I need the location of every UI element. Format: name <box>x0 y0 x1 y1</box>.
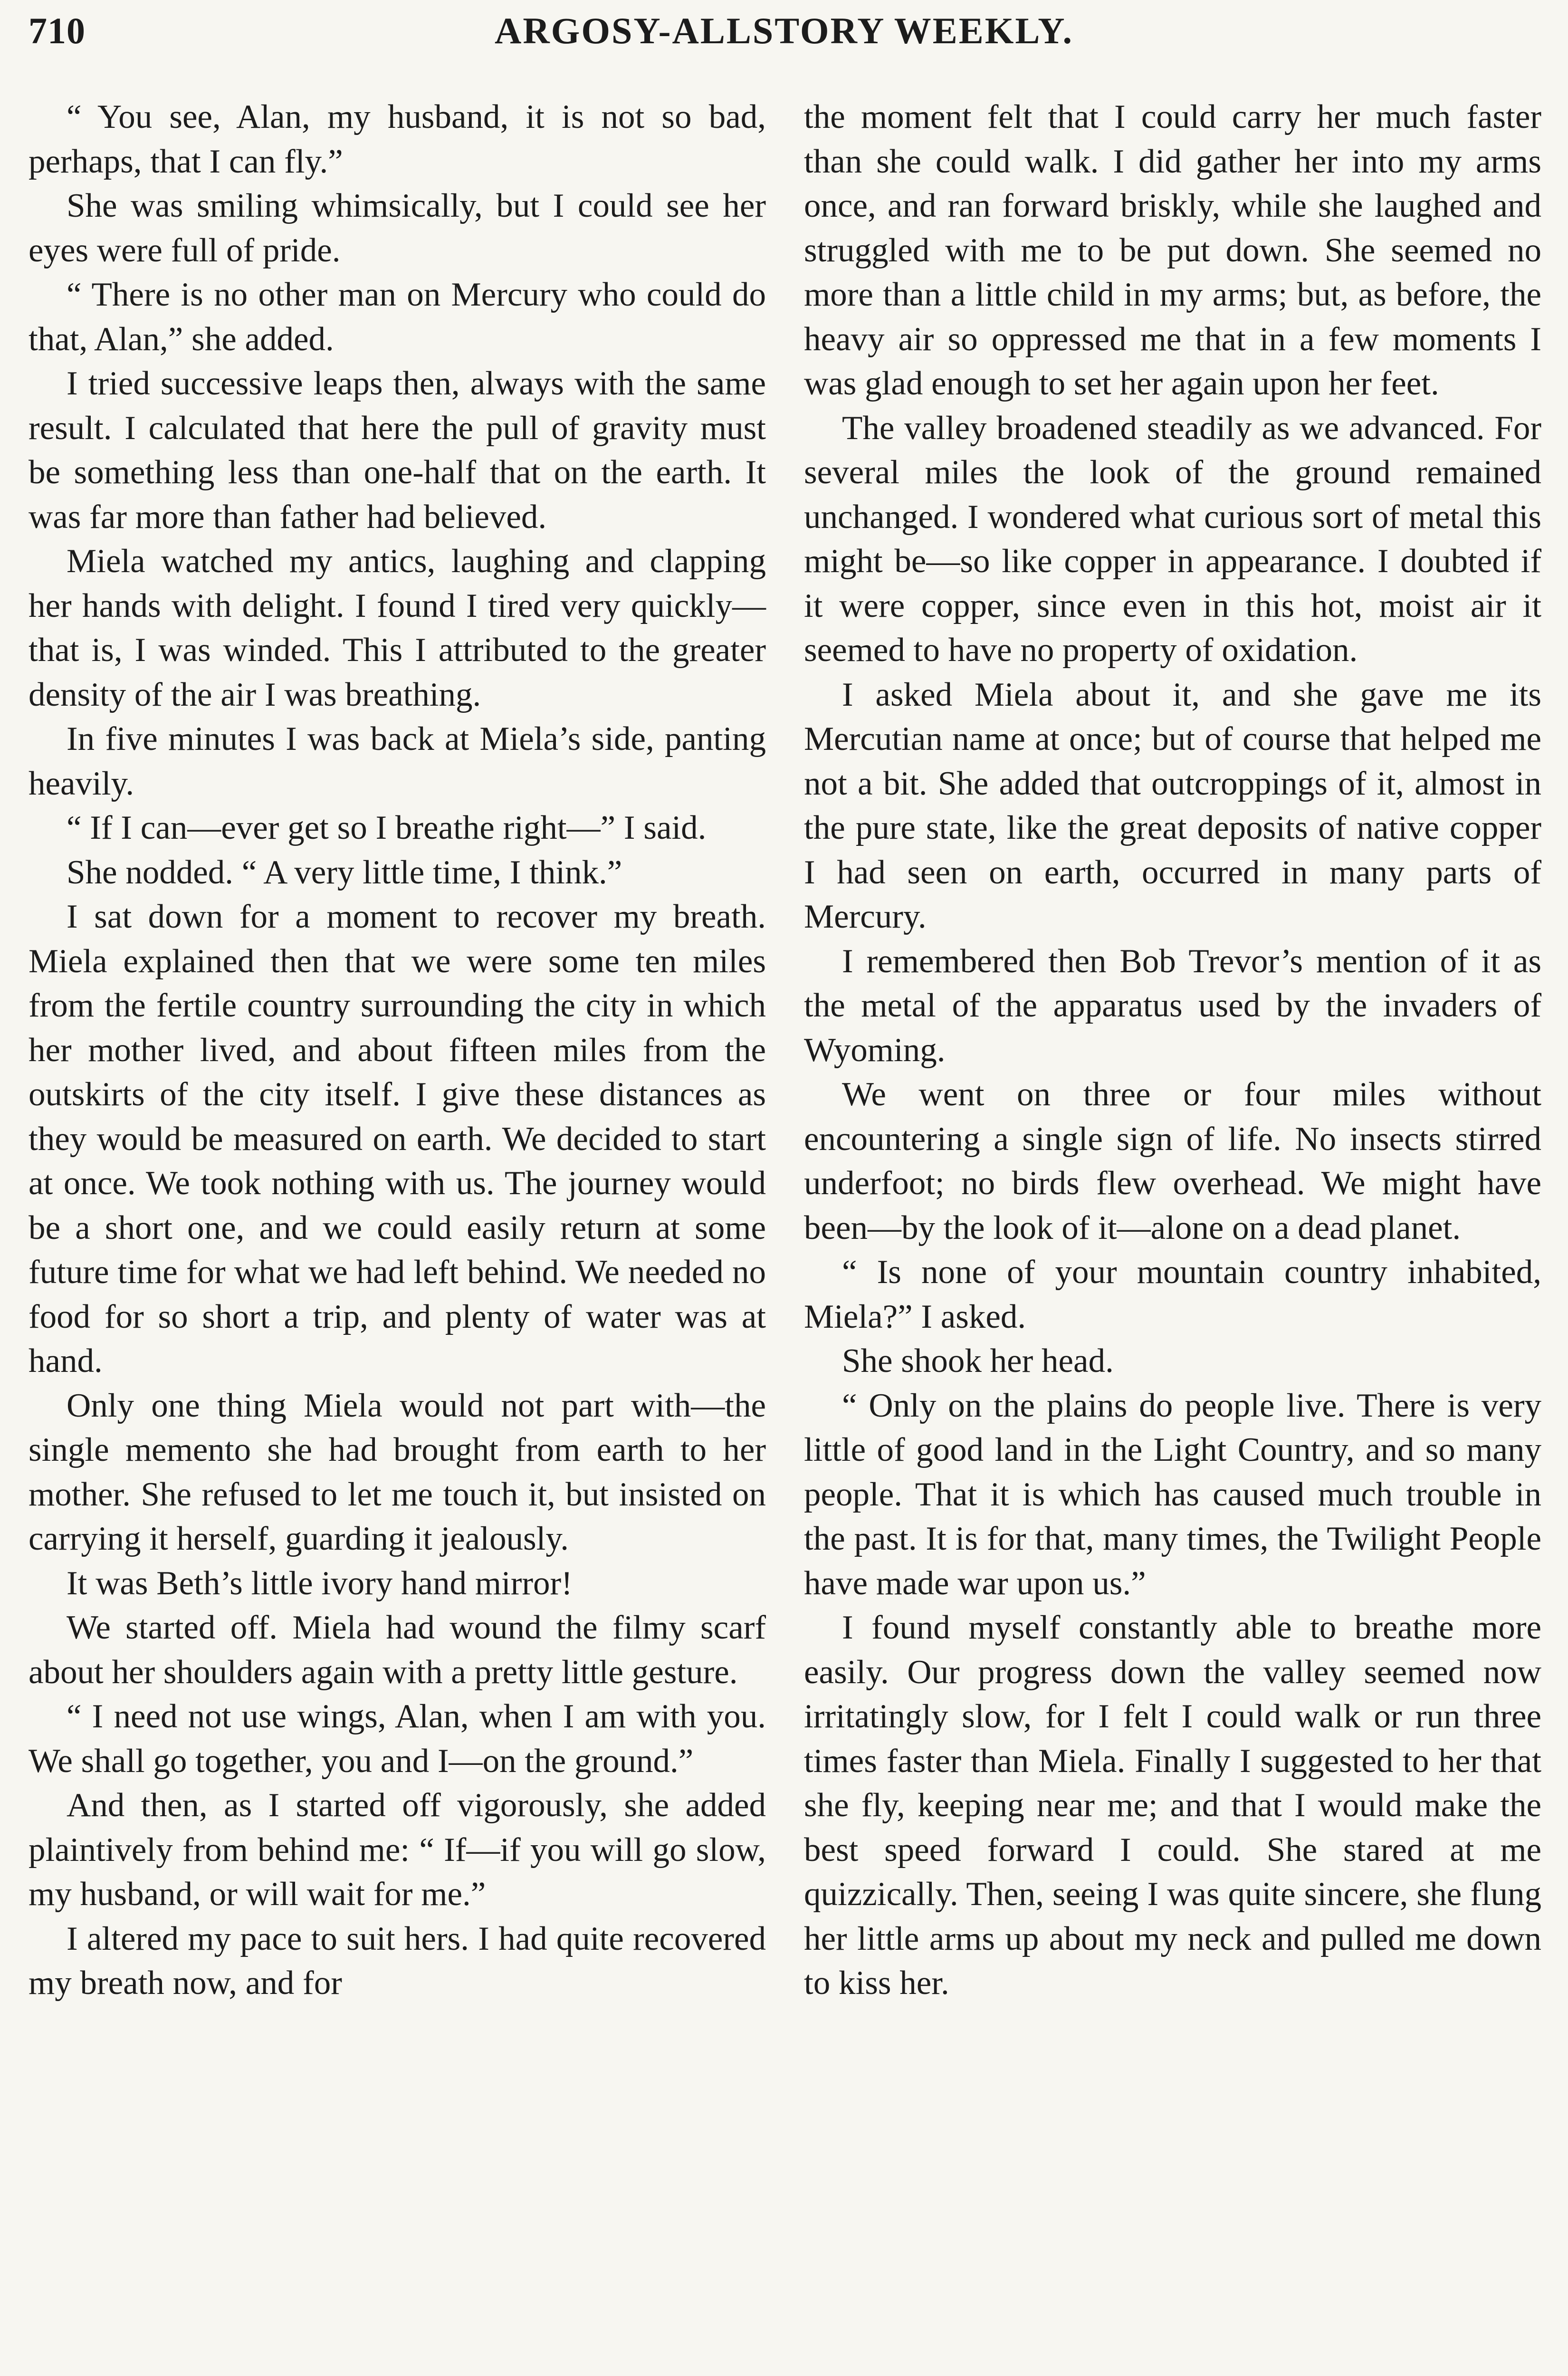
paragraph: I sat down for a moment to recover my breath. Miela explained then that we were some ten miles from the fertile country surrounding the city in which her mother lived, and about fifteen miles from the outskirts of the city itself. I give these distances as they would be measured on earth. We decided to start at once. We took nothing with us. The journey would be a short one, and we could easily return at some future time for what we had left behind. We needed no food for so short a trip, and plenty of water was at hand. <box>29 898 766 1380</box>
paragraph: She shook her head. <box>842 1342 1114 1380</box>
running-head: ARGOSY-ALLSTORY WEEKLY. <box>495 10 1073 51</box>
paragraph: Miela watched my antics, laughing and clapping her hands with delight. I found I tired very quickly—that is, I was winded. This I attributed to the greater density of the air I was breathing. <box>29 543 766 713</box>
paragraph: “ Only on the plains do people live. There is very little of good land in the Light Country, and so many people. That it is which has caused much trouble in the past. It is for that, many times, the Twilight People have made war upon us.” <box>804 1387 1541 1602</box>
page-header <box>29 10 1539 71</box>
paragraph: It was Beth’s little ivory hand mirror! <box>67 1564 573 1602</box>
paragraph: I altered my pace to suit hers. I had quite recovered my breath now, and for <box>29 1920 766 2002</box>
left-column <box>29 95 766 2006</box>
paragraph: “ There is no other man on Mercury who could do that, Alan,” she added. <box>29 276 766 358</box>
paragraph: the moment felt that I could carry her much faster than she could walk. I did gather her into my arms once, and ran forward briskly, while she laughed and struggled with me to be put down. She seemed no more than a little child in my arms; but, as before, the heavy air so oppressed me that in a few moments I was glad enough to set her again upon her feet. <box>804 98 1541 402</box>
paragraph: And then, as I started off vigorously, she added plaintively from behind me: “ If—if you will go slow, my husband, or will wait for me.” <box>29 1787 766 1913</box>
paragraph: I asked Miela about it, and she gave me its Mercutian name at once; but of course that helped me not a bit. She added that outcroppings of it, almost in the pure state, like the great deposits of native copper I had seen on earth, occurred in many parts of Mercury. <box>804 676 1541 935</box>
paragraph: She nodded. “ A very little time, I think.” <box>67 853 622 891</box>
paragraph: Only one thing Miela would not part with—the single memento she had brought from earth to her mother. She refused to let me touch it, but insisted on carrying it herself, guarding it jealously. <box>29 1387 766 1557</box>
paragraph: She was smiling whimsically, but I could see her eyes were full of pride. <box>29 187 766 269</box>
paragraph: I tried successive leaps then, always with the same result. I calculated that here the pull of gravity must be something less than one-half that on the earth. It was far more than father had believed. <box>29 365 766 536</box>
paragraph: “ Is none of your mountain country inhabited, Miela?” I asked. <box>804 1254 1541 1335</box>
paragraph: I found myself constantly able to breathe more easily. Our progress down the valley seemed now irritatingly slow, for I felt I could walk or run three times faster than Miela. Finally I suggested to her that she fly, keeping near me; and that I would make the best speed forward I could. She stared at me quizzically. Then, seeing I was quite sincere, she flung her little arms up about my neck and pulled me down to kiss her. <box>804 1609 1541 2002</box>
paragraph: We went on three or four miles without encountering a single sign of life. No insects stirred underfoot; no birds flew overhead. We might have been—by the look of it—alone on a dead planet. <box>804 1076 1541 1246</box>
paragraph: The valley broadened steadily as we advanced. For several miles the look of the ground remained unchanged. I wondered what curious sort of metal this might be—so like copper in appearance. I doubted if it were copper, since even in this hot, moist air it seemed to have no property of oxidation. <box>804 409 1541 669</box>
paragraph: “ If I can—ever get so I breathe right—” I said. <box>67 809 707 846</box>
right-column <box>804 95 1541 2006</box>
paragraph: In five minutes I was back at Miela’s side, panting heavily. <box>29 720 766 802</box>
page-number: 710 <box>29 10 86 51</box>
paragraph: We started off. Miela had wound the filmy scarf about her shoulders again with a pretty little gesture. <box>29 1609 766 1691</box>
paragraph: “ You see, Alan, my husband, it is not so bad, perhaps, that I can fly.” <box>29 98 766 180</box>
paragraph: “ I need not use wings, Alan, when I am with you. We shall go together, you and I—on the ground.” <box>29 1698 766 1780</box>
paragraph: I remembered then Bob Trevor’s mention of it as the metal of the apparatus used by the invaders of Wyoming. <box>804 942 1541 1069</box>
